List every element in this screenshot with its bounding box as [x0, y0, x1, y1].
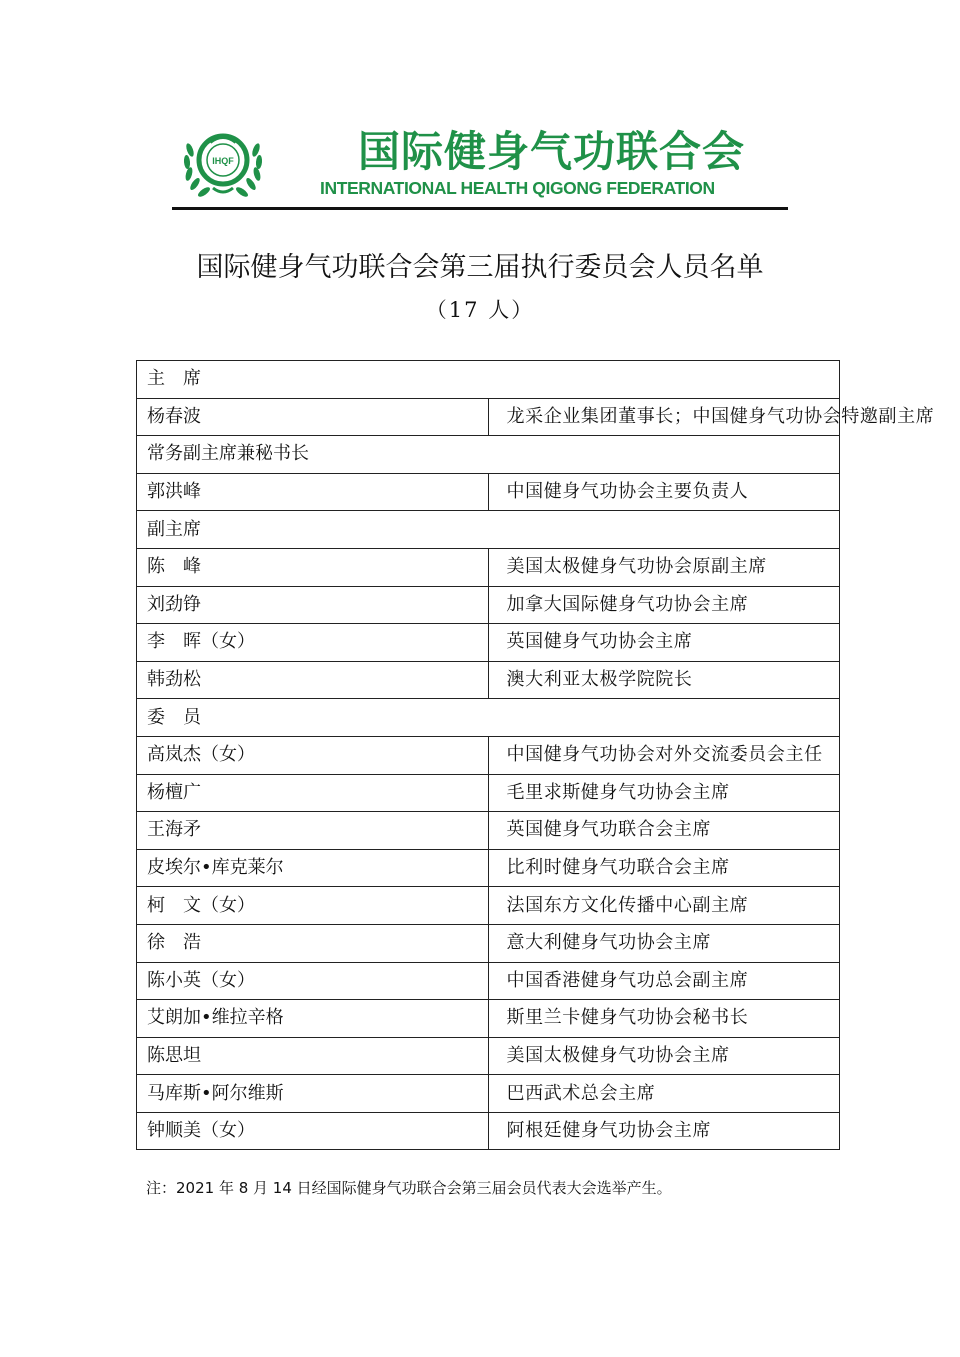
section-heading: 副主席 — [137, 511, 840, 549]
table-row — [137, 586, 840, 624]
ihqf-emblem-logo — [180, 122, 266, 202]
member-role: 美国太极健身气功协会原副主席 — [488, 548, 840, 586]
table-row — [137, 1000, 840, 1038]
committee-roster-table — [136, 360, 935, 1150]
table-row — [137, 774, 840, 812]
letterhead — [172, 118, 788, 210]
section-row — [137, 699, 840, 737]
member-role: 阿根廷健身气功协会主席 — [488, 1112, 840, 1150]
footnote: 注：2021 年 8 月 14 日经国际健身气功联合会第三届会员代表大会选举产生。 — [146, 1179, 672, 1197]
member-role: 巴西武术总会主席 — [488, 1075, 840, 1113]
member-role: 法国东方文化传播中心副主席 — [488, 887, 840, 925]
member-role: 英国健身气功联合会主席 — [488, 812, 840, 850]
section-row — [137, 511, 840, 549]
section-heading: 委 员 — [137, 699, 840, 737]
member-role: 比利时健身气功联合会主席 — [488, 849, 840, 887]
org-name-en: INTERNATIONAL HEALTH QIGONG FEDERATION — [320, 178, 715, 198]
member-name: 王海矛 — [137, 812, 489, 850]
member-role: 意大利健身气功协会主席 — [488, 924, 840, 962]
table-row — [137, 887, 840, 925]
member-name: 陈 峰 — [137, 548, 489, 586]
member-role: 中国健身气功协会对外交流委员会主任 — [488, 736, 840, 774]
member-name: 刘劲铮 — [137, 586, 489, 624]
letterhead-divider — [172, 207, 788, 210]
table-row — [137, 924, 840, 962]
member-name: 皮埃尔•库克莱尔 — [137, 849, 489, 887]
member-role: 毛里求斯健身气功协会主席 — [488, 774, 840, 812]
member-name: 陈思坦 — [137, 1037, 489, 1075]
table-row — [137, 962, 840, 1000]
section-heading: 常务副主席兼秘书长 — [137, 436, 840, 474]
member-role: 英国健身气功协会主席 — [488, 624, 840, 662]
svg-text:IHQF: IHQF — [212, 156, 234, 166]
member-count: （17 人） — [425, 298, 535, 322]
section-row — [137, 436, 840, 474]
table-row — [137, 1112, 840, 1150]
member-name: 徐 浩 — [137, 924, 489, 962]
member-role: 龙采企业集团董事长；中国健身气功协会特邀副主席 — [488, 398, 840, 436]
table-row — [137, 548, 840, 586]
member-name: 陈小英（女） — [137, 962, 489, 1000]
table-row — [137, 812, 840, 850]
member-name: 艾朗加•维拉辛格 — [137, 1000, 489, 1038]
member-role: 中国香港健身气功总会副主席 — [488, 962, 840, 1000]
member-name: 高岚杰（女） — [137, 736, 489, 774]
section-row — [137, 361, 840, 399]
table-row — [137, 661, 840, 699]
member-name: 钟顺美（女） — [137, 1112, 489, 1150]
table-row — [137, 849, 840, 887]
table-row — [137, 736, 840, 774]
org-name-cn: 国际健身气功联合会 — [358, 127, 746, 176]
member-name: 李 晖（女） — [137, 624, 489, 662]
table-row — [137, 398, 840, 436]
member-role: 美国太极健身气功协会主席 — [488, 1037, 840, 1075]
member-role: 中国健身气功协会主要负责人 — [488, 473, 840, 511]
table-row — [137, 473, 840, 511]
member-name: 杨檀广 — [137, 774, 489, 812]
member-role: 加拿大国际健身气功协会主席 — [488, 586, 840, 624]
table-row — [137, 624, 840, 662]
table-row — [137, 1037, 840, 1075]
member-name: 韩劲松 — [137, 661, 489, 699]
table-row — [137, 1075, 840, 1113]
member-name: 杨春波 — [137, 398, 489, 436]
member-name: 郭洪峰 — [137, 473, 489, 511]
member-name: 柯 文（女） — [137, 887, 489, 925]
member-role: 斯里兰卡健身气功协会秘书长 — [488, 1000, 840, 1038]
member-role: 澳大利亚太极学院院长 — [488, 661, 840, 699]
member-name: 马库斯•阿尔维斯 — [137, 1075, 489, 1113]
section-heading: 主 席 — [137, 361, 840, 399]
document-title: 国际健身气功联合会第三届执行委员会人员名单 — [196, 252, 764, 283]
